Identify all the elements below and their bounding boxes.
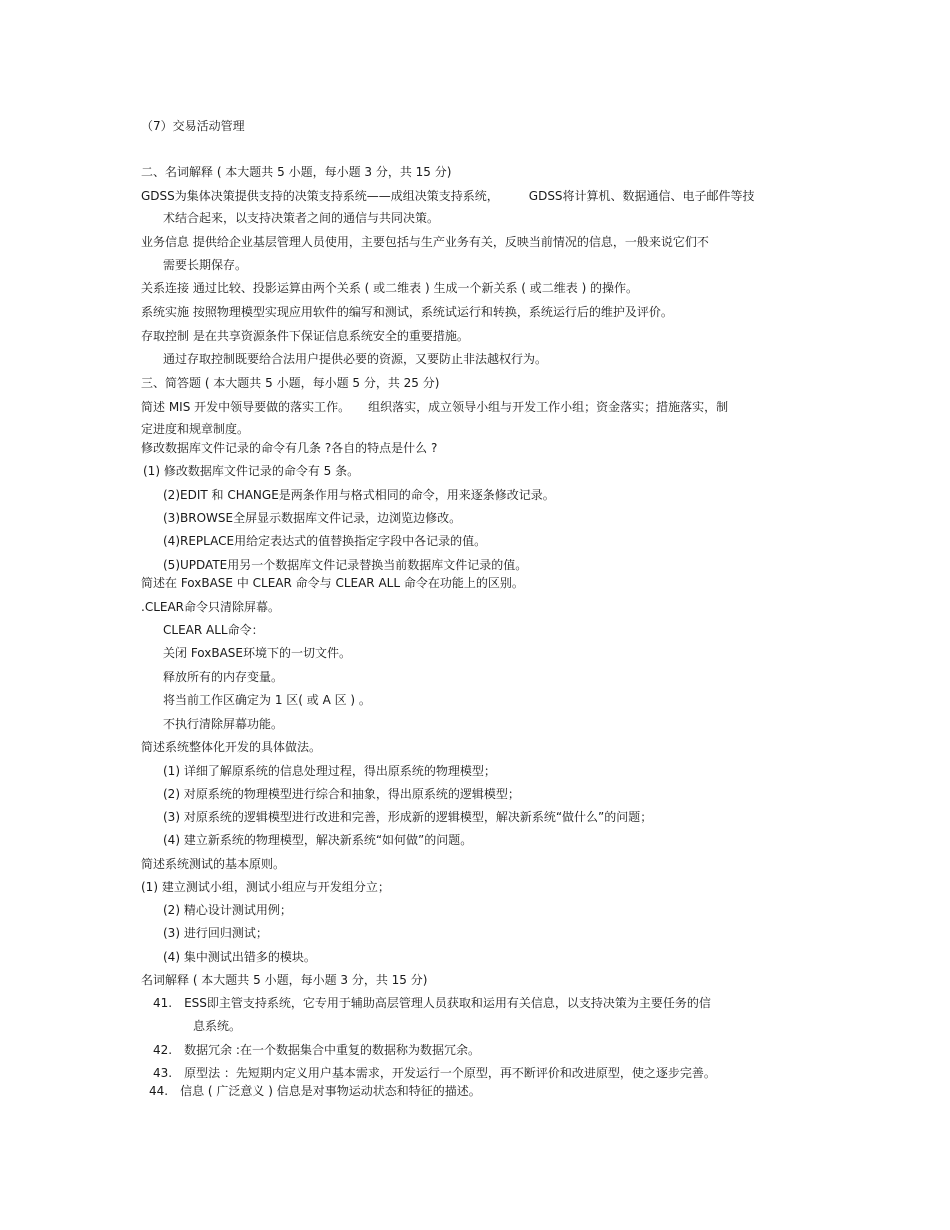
answer-modify-5: (5)UPDATE用另一个数据库文件记录替换当前数据库文件记录的值。	[163, 558, 528, 572]
answer-clear-all-1: 关闭 FoxBASE环境下的一切文件。	[163, 646, 352, 660]
answer-modify-1: (1) 修改数据库文件记录的命令有 5 条。	[143, 464, 360, 478]
item-7-transaction-management: （7）交易活动管理	[141, 119, 245, 133]
term-system-implementation: 系统实施 按照物理模型实现应用软件的编写和测试，系统试运行和转换，系统运行后的维护及评价。	[141, 305, 673, 319]
term-41-ess: 41. ESS即主管支持系统，它专用于辅助高层管理人员获取和运用有关信息，以支持决策为主要任务的信	[153, 996, 711, 1010]
answer-clear-all-2: 释放所有的内存变量。	[163, 670, 284, 684]
term-business-info: 业务信息 提供给企业基层管理人员使用，主要包括与生产业务有关，反映当前情况的信息，一般来说它们不	[141, 235, 709, 249]
answer-clear: .CLEAR命令只清除屏幕。	[141, 600, 281, 614]
question-testing-principles: 简述系统测试的基本原则。	[141, 857, 286, 871]
term-41-ess-cont: 息系统。	[193, 1019, 242, 1033]
question-clear-vs-clear-all: 简述在 FoxBASE 中 CLEAR 命令与 CLEAR ALL 命令在功能上的区别。	[141, 576, 524, 590]
answer-modify-3: (3)BROWSE全屏显示数据库文件记录，边浏览边修改。	[163, 511, 462, 525]
question-modify-records: 修改数据库文件记录的命令有几条 ?各自的特点是什么 ?	[141, 441, 438, 455]
answer-integrated-2: (2) 对原系统的物理模型进行综合和抽象，得出原系统的逻辑模型；	[163, 787, 520, 801]
answer-clear-all-heading: CLEAR ALL命令：	[163, 623, 264, 637]
answer-integrated-1: (1) 详细了解原系统的信息处理过程，得出原系统的物理模型；	[163, 764, 496, 778]
term-43-prototyping: 43. 原型法 ：先短期内定义用户基本需求，开发运行一个原型，再不断评价和改进原型，使之逐步完善。	[153, 1066, 716, 1080]
question-mis-leadership-cont: 定进度和规章制度。	[141, 422, 250, 436]
term-business-info-cont: 需要长期保存。	[163, 258, 248, 272]
answer-clear-all-3: 将当前工作区确定为 1 区( 或 A 区 ) 。	[163, 693, 371, 707]
term-gdss: GDSS为集体决策提供支持的决策支持系统——成组决策支持系统， GDSS将计算机、数据通信、电子邮件等技	[141, 189, 755, 203]
section-heading-terms: 二、名词解释 ( 本大题共 5 小题，每小题 3 分，共 15 分)	[141, 165, 452, 179]
answer-modify-2: (2)EDIT 和 CHANGE是两条作用与格式相同的命令，用来逐条修改记录。	[163, 488, 555, 502]
answer-testing-2: (2) 精心设计测试用例；	[163, 903, 292, 917]
term-42-redundancy: 42. 数据冗余 :在一个数据集合中重复的数据称为数据冗余。	[153, 1043, 480, 1057]
answer-clear-all-4: 不执行清除屏幕功能。	[163, 717, 284, 731]
answer-integrated-4: (4) 建立新系统的物理模型，解决新系统“如何做”的问题。	[163, 833, 473, 847]
section-heading-terms-2: 名词解释 ( 本大题共 5 小题，每小题 3 分，共 15 分)	[141, 973, 428, 987]
term-relation-join: 关系连接 通过比较、投影运算由两个关系 ( 或二维表 ) 生成一个新关系 ( 或二维表 ) 的操作。	[141, 281, 639, 295]
answer-testing-3: (3) 进行回归测试；	[163, 926, 268, 940]
answer-integrated-3: (3) 对原系统的逻辑模型进行改进和完善，形成新的逻辑模型，解决新系统“做什么”的问题；	[163, 810, 653, 824]
term-44-information: 44. 信息 ( 广泛意义 ) 信息是对事物运动状态和特征的描述。	[149, 1084, 481, 1098]
term-access-control: 存取控制 是在共享资源条件下保证信息系统安全的重要措施。	[141, 329, 469, 343]
answer-testing-1: (1) 建立测试小组，测试小组应与开发组分立；	[141, 880, 390, 894]
section-heading-short-answer: 三、简答题 ( 本大题共 5 小题，每小题 5 分，共 25 分)	[141, 376, 440, 390]
term-access-control-cont: 通过存取控制既要给合法用户提供必要的资源，又要防止非法越权行为。	[163, 352, 548, 366]
answer-testing-4: (4) 集中测试出错多的模块。	[163, 950, 316, 964]
question-mis-leadership: 简述 MIS 开发中领导要做的落实工作。 组织落实，成立领导小组与开发工作小组；资金落实；措施落实，制	[141, 400, 729, 414]
question-integrated-development: 简述系统整体化开发的具体做法。	[141, 740, 322, 754]
answer-modify-4: (4)REPLACE用给定表达式的值替换指定字段中各记录的值。	[163, 534, 487, 548]
term-gdss-cont: 术结合起来，以支持决策者之间的通信与共同决策。	[163, 211, 440, 225]
